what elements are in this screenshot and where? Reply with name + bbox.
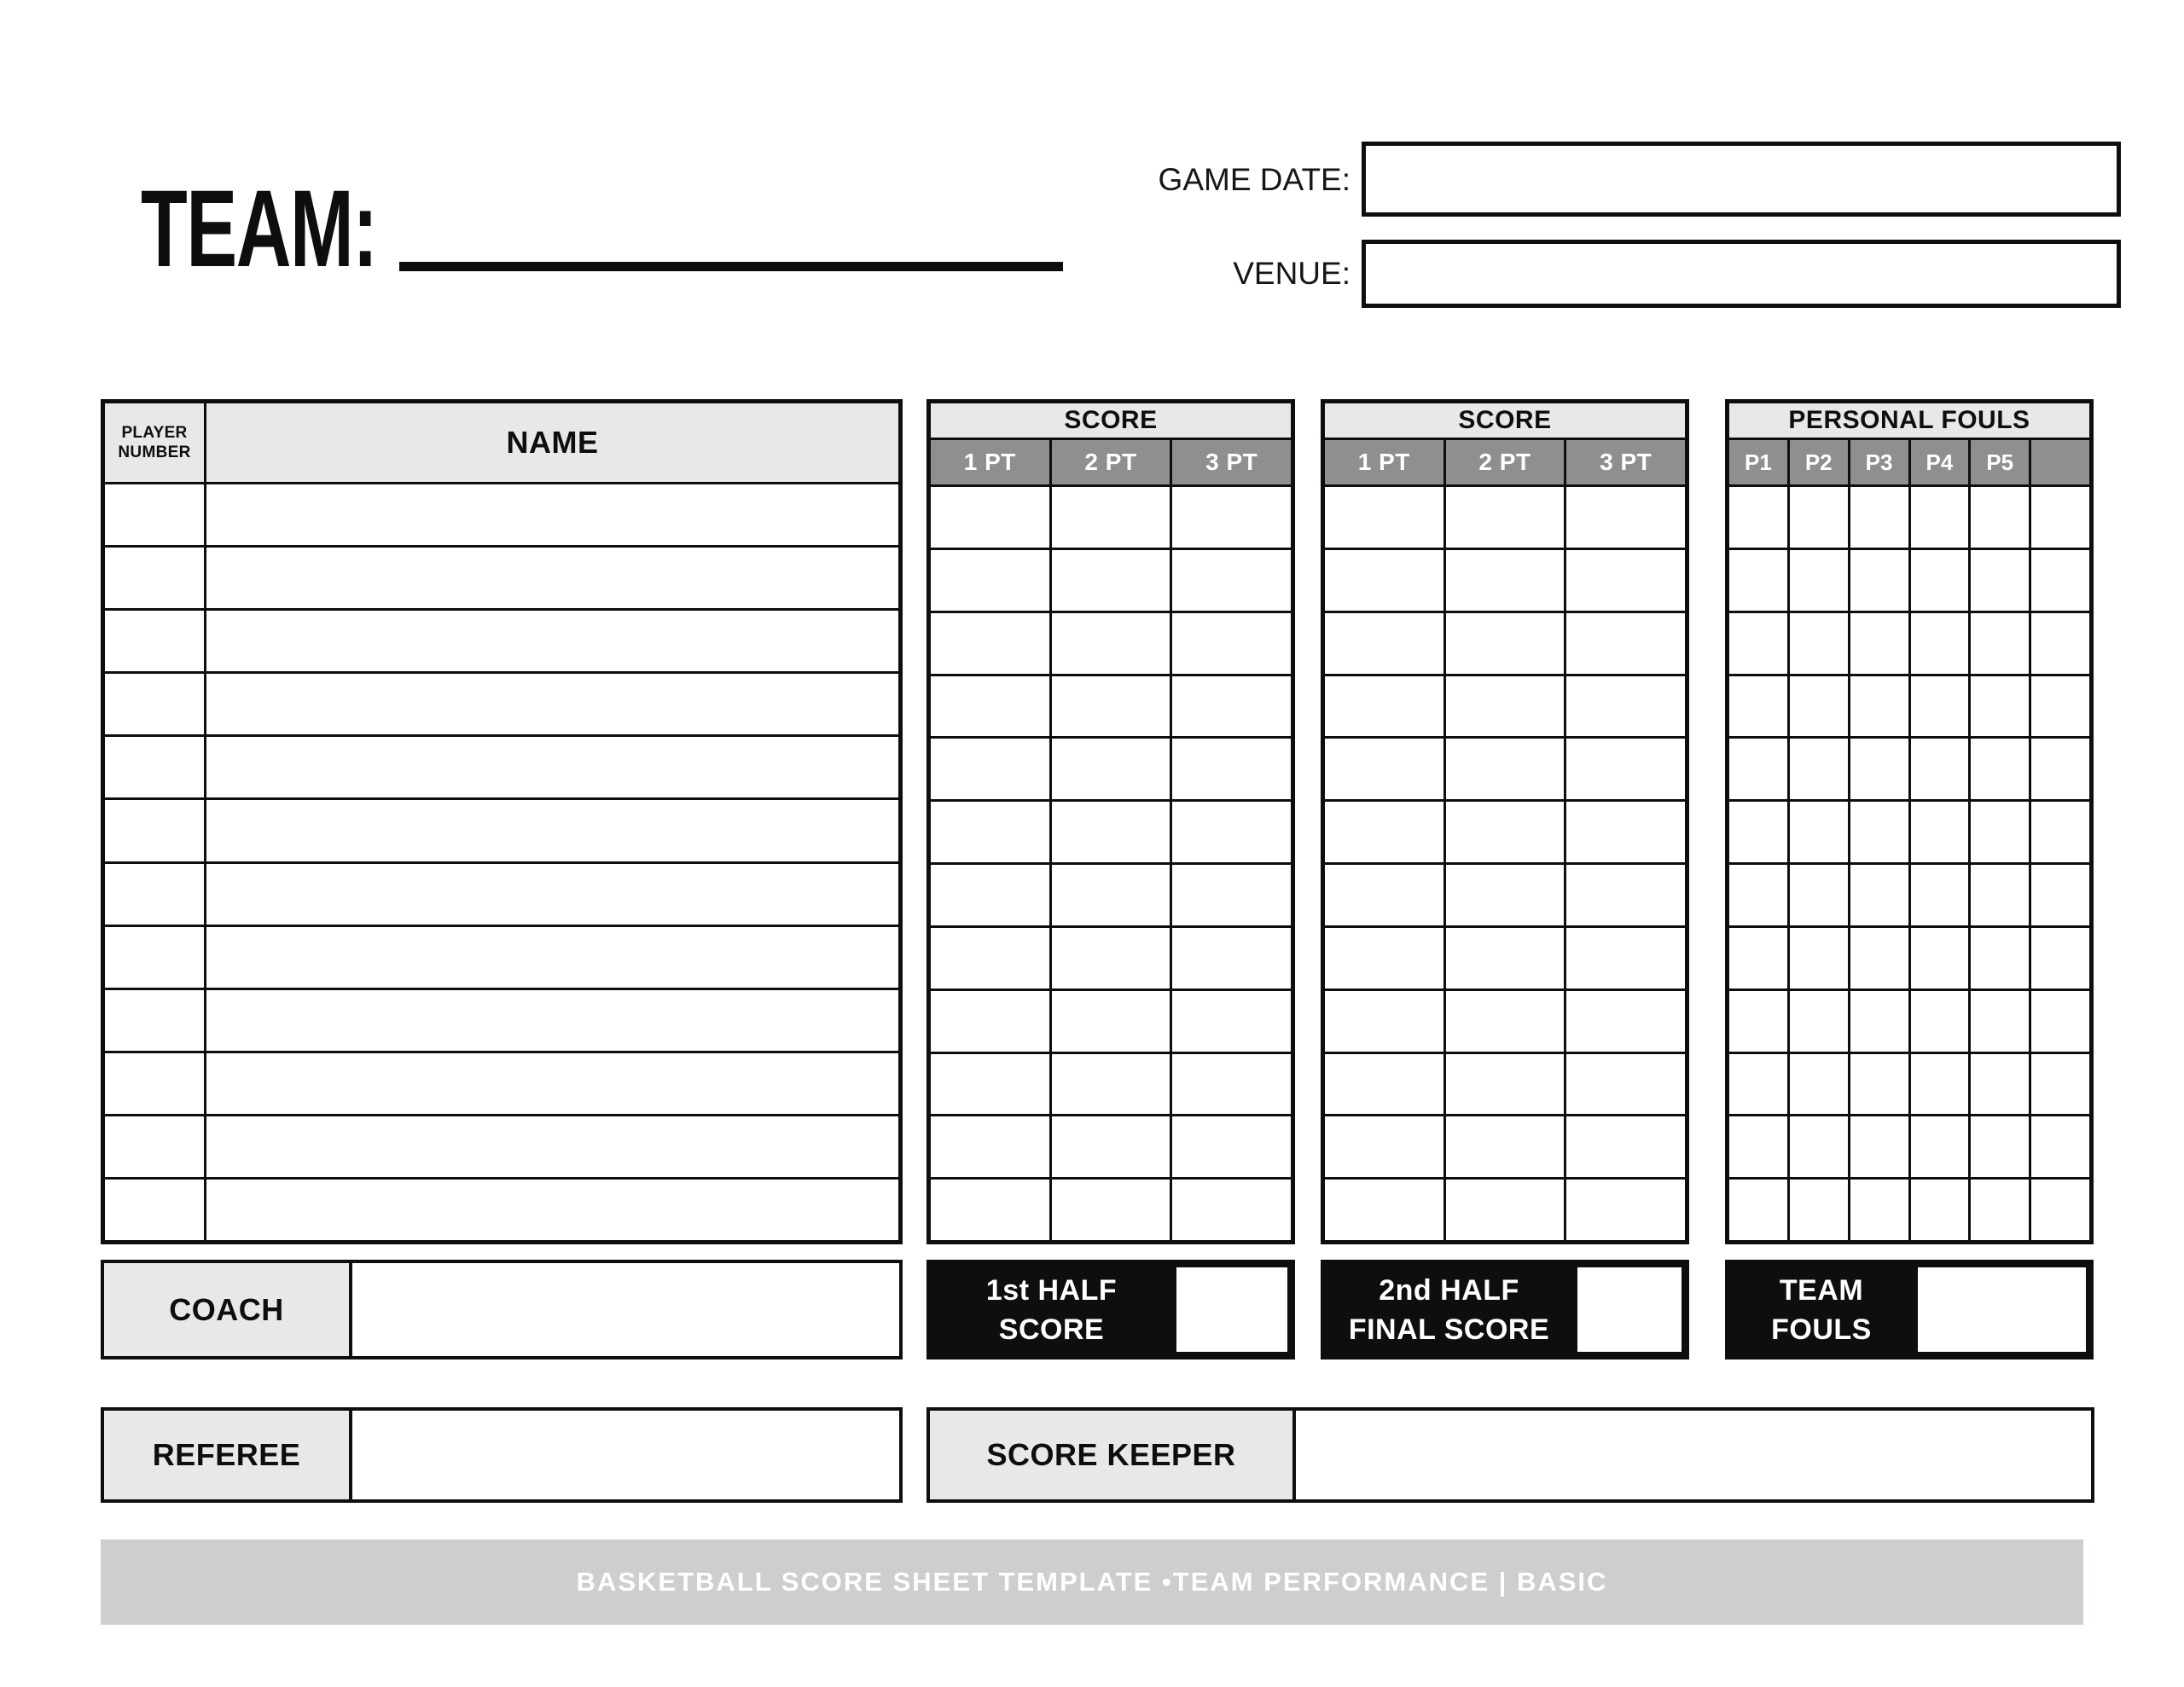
foul-cell[interactable] xyxy=(1850,487,1908,548)
score-cell[interactable] xyxy=(1446,865,1565,925)
score-cell[interactable] xyxy=(1052,865,1170,925)
score-cell[interactable] xyxy=(1566,1054,1685,1115)
foul-cell[interactable] xyxy=(1971,865,2029,925)
score-cell[interactable] xyxy=(1446,928,1565,988)
first-half-score-box xyxy=(926,1260,1295,1359)
player-number-cell[interactable] xyxy=(105,737,204,797)
score-keeper-input[interactable] xyxy=(1296,1411,2091,1499)
score-cell[interactable] xyxy=(1052,928,1170,988)
score-cell[interactable] xyxy=(1325,928,1443,988)
player-number-header-line2: NUMBER xyxy=(118,443,191,461)
score-column-header-2pt: 2 PT xyxy=(1446,440,1565,484)
score-cell[interactable] xyxy=(1052,550,1170,611)
score-table-1 xyxy=(926,399,1295,1244)
score-cell[interactable] xyxy=(1325,676,1443,737)
score-cell[interactable] xyxy=(1325,550,1443,611)
score-cell[interactable] xyxy=(1446,991,1565,1052)
coach-input[interactable] xyxy=(352,1263,899,1356)
score-cell[interactable] xyxy=(1325,1054,1443,1115)
foul-cell[interactable] xyxy=(1911,676,1969,737)
foul-cell[interactable] xyxy=(1729,928,1787,988)
score-cell[interactable] xyxy=(931,802,1049,862)
score-cell[interactable] xyxy=(1446,487,1565,548)
foul-cell[interactable] xyxy=(1911,1180,1969,1240)
player-name-cell[interactable] xyxy=(206,1180,898,1240)
score-cell[interactable] xyxy=(1446,802,1565,862)
score-cell[interactable] xyxy=(931,865,1049,925)
foul-cell[interactable] xyxy=(2031,613,2089,674)
player-number-cell[interactable] xyxy=(105,990,204,1051)
player-number-cell[interactable] xyxy=(105,611,204,671)
foul-cell[interactable] xyxy=(1971,1116,2029,1177)
score-cell[interactable] xyxy=(1172,1054,1291,1115)
foul-cell[interactable] xyxy=(1790,1054,1848,1115)
score-cell[interactable] xyxy=(1052,613,1170,674)
player-number-cell[interactable] xyxy=(105,674,204,734)
score-keeper-label: SCORE KEEPER xyxy=(930,1411,1296,1499)
foul-cell[interactable] xyxy=(1911,739,1969,799)
fouls-column-header-p2: P2 xyxy=(1790,440,1848,484)
foul-cell[interactable] xyxy=(1911,991,1969,1052)
coach-row xyxy=(101,1260,903,1359)
score-cell[interactable] xyxy=(1566,550,1685,611)
score-column-header-3pt: 3 PT xyxy=(1172,440,1291,484)
venue-input[interactable] xyxy=(1362,240,2121,308)
player-name-cell[interactable] xyxy=(206,484,898,545)
referee-input[interactable] xyxy=(352,1411,899,1499)
score-cell[interactable] xyxy=(1566,1116,1685,1177)
score-cell[interactable] xyxy=(1172,991,1291,1052)
foul-cell[interactable] xyxy=(2031,1180,2089,1240)
player-name-cell[interactable] xyxy=(206,927,898,988)
foul-cell[interactable] xyxy=(1790,550,1848,611)
score-cell[interactable] xyxy=(1325,487,1443,548)
player-name-cell[interactable] xyxy=(206,1053,898,1114)
foul-cell[interactable] xyxy=(1790,928,1848,988)
foul-cell[interactable] xyxy=(1850,613,1908,674)
score-cell[interactable] xyxy=(1052,991,1170,1052)
foul-cell[interactable] xyxy=(2031,991,2089,1052)
footer-bar xyxy=(101,1539,2083,1625)
foul-cell[interactable] xyxy=(1971,928,2029,988)
score-cell[interactable] xyxy=(1566,739,1685,799)
foul-cell[interactable] xyxy=(1850,1054,1908,1115)
foul-cell[interactable] xyxy=(1850,1116,1908,1177)
player-name-cell[interactable] xyxy=(206,990,898,1051)
foul-cell[interactable] xyxy=(1911,487,1969,548)
team-fouls-label-line1: TEAM xyxy=(1779,1273,1864,1307)
score-cell[interactable] xyxy=(1566,928,1685,988)
foul-cell[interactable] xyxy=(1729,1116,1787,1177)
score-cell[interactable] xyxy=(1052,1116,1170,1177)
score-cell[interactable] xyxy=(1566,802,1685,862)
score-cell[interactable] xyxy=(931,676,1049,737)
score-cell[interactable] xyxy=(931,1116,1049,1177)
foul-cell[interactable] xyxy=(1971,1054,2029,1115)
foul-cell[interactable] xyxy=(2031,739,2089,799)
score-cell[interactable] xyxy=(1172,550,1291,611)
foul-cell[interactable] xyxy=(2031,487,2089,548)
referee-row xyxy=(101,1407,903,1503)
player-number-cell[interactable] xyxy=(105,927,204,988)
score-cell[interactable] xyxy=(931,928,1049,988)
foul-cell[interactable] xyxy=(1911,865,1969,925)
foul-cell[interactable] xyxy=(1729,676,1787,737)
second-half-final-score-input[interactable] xyxy=(1577,1267,1682,1352)
score-cell[interactable] xyxy=(1172,487,1291,548)
foul-cell[interactable] xyxy=(1729,550,1787,611)
foul-cell[interactable] xyxy=(1790,1180,1848,1240)
player-number-cell[interactable] xyxy=(105,1053,204,1114)
second-half-final-score-box xyxy=(1321,1260,1689,1359)
foul-cell[interactable] xyxy=(2031,1116,2089,1177)
footer-text: BASKETBALL SCORE SHEET TEMPLATE •TEAM PERFORMANCE | BASIC xyxy=(576,1567,1608,1597)
player-number-cell[interactable] xyxy=(105,800,204,861)
foul-cell[interactable] xyxy=(1911,613,1969,674)
score-cell[interactable] xyxy=(1446,1116,1565,1177)
venue-label: VENUE: xyxy=(1233,256,1350,291)
fouls-column-header-p5: P5 xyxy=(1971,440,2029,484)
foul-cell[interactable] xyxy=(1850,865,1908,925)
foul-cell[interactable] xyxy=(1850,550,1908,611)
player-number-header xyxy=(105,403,204,482)
score-cell[interactable] xyxy=(1172,928,1291,988)
player-number-cell[interactable] xyxy=(105,864,204,925)
score-cell[interactable] xyxy=(1052,739,1170,799)
score-column-header-2pt: 2 PT xyxy=(1052,440,1170,484)
player-number-cell[interactable] xyxy=(105,548,204,608)
foul-cell[interactable] xyxy=(2031,802,2089,862)
foul-cell[interactable] xyxy=(1729,1054,1787,1115)
foul-cell[interactable] xyxy=(1911,802,1969,862)
score-table-2 xyxy=(1321,399,1689,1244)
personal-fouls-table xyxy=(1725,399,2094,1244)
score-cell[interactable] xyxy=(1566,487,1685,548)
score-cell[interactable] xyxy=(1446,1054,1565,1115)
score-cell[interactable] xyxy=(1325,991,1443,1052)
score-cell[interactable] xyxy=(1172,676,1291,737)
foul-cell[interactable] xyxy=(2031,676,2089,737)
foul-cell[interactable] xyxy=(1790,1116,1848,1177)
second-half-final-score-label-line2: FINAL SCORE xyxy=(1348,1313,1550,1346)
score-cell[interactable] xyxy=(1446,676,1565,737)
fouls-column-header-p4: P4 xyxy=(1911,440,1969,484)
score-column-header-1pt: 1 PT xyxy=(931,440,1049,484)
second-half-final-score-label-line1: 2nd HALF xyxy=(1379,1273,1519,1307)
foul-cell[interactable] xyxy=(1790,613,1848,674)
score-cell[interactable] xyxy=(1446,550,1565,611)
foul-cell[interactable] xyxy=(1729,991,1787,1052)
player-name-cell[interactable] xyxy=(206,737,898,797)
score-cell[interactable] xyxy=(931,1180,1049,1240)
score-cell[interactable] xyxy=(1052,1180,1170,1240)
score-cell[interactable] xyxy=(1172,613,1291,674)
score-cell[interactable] xyxy=(1172,1116,1291,1177)
team-fouls-label xyxy=(1725,1260,1918,1359)
foul-cell[interactable] xyxy=(1850,676,1908,737)
foul-cell[interactable] xyxy=(1850,739,1908,799)
score-cell[interactable] xyxy=(1052,802,1170,862)
player-name-cell[interactable] xyxy=(206,800,898,861)
score-cell[interactable] xyxy=(1325,865,1443,925)
first-half-score-label-line1: 1st HALF xyxy=(985,1273,1118,1307)
foul-cell[interactable] xyxy=(1911,1116,1969,1177)
foul-cell[interactable] xyxy=(1729,739,1787,799)
score-cell[interactable] xyxy=(931,739,1049,799)
score-keeper-row xyxy=(926,1407,2094,1503)
score-cell[interactable] xyxy=(1052,1054,1170,1115)
team-name-blank-line[interactable] xyxy=(399,262,1063,271)
player-number-header-line1: PLAYER xyxy=(121,424,188,442)
foul-cell[interactable] xyxy=(1850,928,1908,988)
score-title: SCORE xyxy=(1325,403,1685,438)
score-cell[interactable] xyxy=(1172,865,1291,925)
foul-cell[interactable] xyxy=(1850,802,1908,862)
foul-cell[interactable] xyxy=(1971,550,2029,611)
score-cell[interactable] xyxy=(1446,1180,1565,1240)
score-cell[interactable] xyxy=(1446,613,1565,674)
fouls-column-header-p3: P3 xyxy=(1850,440,1908,484)
score-cell[interactable] xyxy=(1172,802,1291,862)
player-name-cell[interactable] xyxy=(206,1116,898,1177)
foul-cell[interactable] xyxy=(1971,991,2029,1052)
foul-cell[interactable] xyxy=(1971,739,2029,799)
player-name-cell[interactable] xyxy=(206,548,898,608)
roster-table xyxy=(101,399,903,1244)
score-cell[interactable] xyxy=(931,550,1049,611)
foul-cell[interactable] xyxy=(1729,802,1787,862)
score-cell[interactable] xyxy=(1325,1116,1443,1177)
score-column-header-1pt: 1 PT xyxy=(1325,440,1443,484)
score-cell[interactable] xyxy=(931,487,1049,548)
foul-cell[interactable] xyxy=(1790,991,1848,1052)
foul-cell[interactable] xyxy=(1850,1180,1908,1240)
foul-cell[interactable] xyxy=(1729,865,1787,925)
score-cell[interactable] xyxy=(1325,739,1443,799)
score-cell[interactable] xyxy=(931,613,1049,674)
first-half-score-label xyxy=(926,1260,1176,1359)
team-fouls-input[interactable] xyxy=(1918,1267,2086,1352)
foul-cell[interactable] xyxy=(2031,550,2089,611)
personal-fouls-title: PERSONAL FOULS xyxy=(1729,403,2089,438)
first-half-score-label-line2: SCORE xyxy=(998,1313,1105,1346)
foul-cell[interactable] xyxy=(2031,928,2089,988)
player-name-cell[interactable] xyxy=(206,864,898,925)
score-cell[interactable] xyxy=(1325,613,1443,674)
foul-cell[interactable] xyxy=(1790,487,1848,548)
foul-cell[interactable] xyxy=(1971,802,2029,862)
score-column-header-3pt: 3 PT xyxy=(1566,440,1685,484)
score-cell[interactable] xyxy=(1566,1180,1685,1240)
foul-cell[interactable] xyxy=(1971,487,2029,548)
score-cell[interactable] xyxy=(1052,487,1170,548)
foul-cell[interactable] xyxy=(2031,865,2089,925)
foul-cell[interactable] xyxy=(1790,802,1848,862)
score-cell[interactable] xyxy=(1052,676,1170,737)
score-cell[interactable] xyxy=(1446,739,1565,799)
foul-cell[interactable] xyxy=(1729,1180,1787,1240)
score-cell[interactable] xyxy=(1325,802,1443,862)
score-cell[interactable] xyxy=(931,991,1049,1052)
foul-cell[interactable] xyxy=(1729,613,1787,674)
player-number-cell[interactable] xyxy=(105,1180,204,1240)
name-header: NAME xyxy=(206,403,898,482)
team-label: TEAM: xyxy=(141,168,377,290)
first-half-score-input[interactable] xyxy=(1176,1267,1287,1352)
foul-cell[interactable] xyxy=(1911,928,1969,988)
player-name-cell[interactable] xyxy=(206,611,898,671)
foul-cell[interactable] xyxy=(1790,676,1848,737)
fouls-column-header-blank xyxy=(2031,440,2089,484)
score-cell[interactable] xyxy=(931,1054,1049,1115)
referee-label: REFEREE xyxy=(104,1411,352,1499)
foul-cell[interactable] xyxy=(1850,991,1908,1052)
foul-cell[interactable] xyxy=(1790,739,1848,799)
foul-cell[interactable] xyxy=(1971,1180,2029,1240)
player-name-cell[interactable] xyxy=(206,674,898,734)
score-cell[interactable] xyxy=(1325,1180,1443,1240)
team-fouls-box xyxy=(1725,1260,2094,1359)
team-fouls-label-line2: FOULS xyxy=(1771,1313,1872,1346)
foul-cell[interactable] xyxy=(1911,550,1969,611)
foul-cell[interactable] xyxy=(1911,1054,1969,1115)
foul-cell[interactable] xyxy=(1729,487,1787,548)
foul-cell[interactable] xyxy=(1971,613,2029,674)
score-cell[interactable] xyxy=(1566,676,1685,737)
foul-cell[interactable] xyxy=(1790,865,1848,925)
score-cell[interactable] xyxy=(1566,865,1685,925)
fouls-column-header-p1: P1 xyxy=(1729,440,1787,484)
foul-cell[interactable] xyxy=(1971,676,2029,737)
foul-cell[interactable] xyxy=(2031,1054,2089,1115)
coach-label: COACH xyxy=(104,1263,352,1356)
score-title: SCORE xyxy=(931,403,1291,438)
score-cell[interactable] xyxy=(1172,739,1291,799)
score-cell[interactable] xyxy=(1566,991,1685,1052)
score-cell[interactable] xyxy=(1172,1180,1291,1240)
second-half-final-score-label xyxy=(1321,1260,1577,1359)
player-number-cell[interactable] xyxy=(105,484,204,545)
game-date-label: GAME DATE: xyxy=(1158,162,1350,197)
score-cell[interactable] xyxy=(1566,613,1685,674)
game-date-input[interactable] xyxy=(1362,142,2121,217)
player-number-cell[interactable] xyxy=(105,1116,204,1177)
